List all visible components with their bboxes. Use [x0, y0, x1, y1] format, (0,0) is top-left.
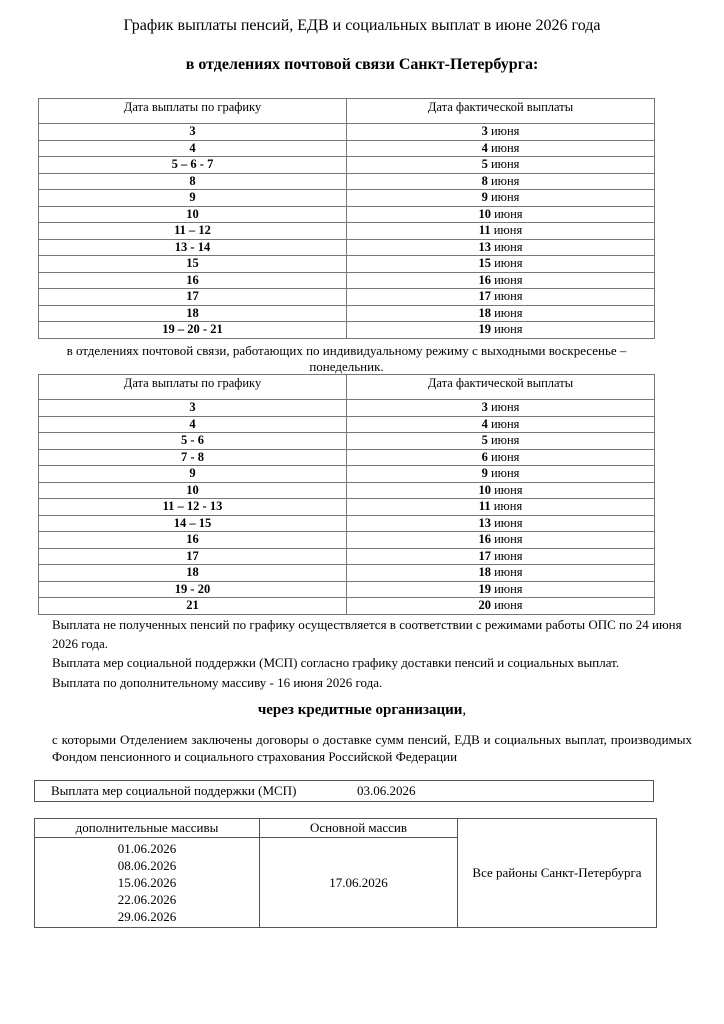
msp-date: 03.06.2026: [357, 783, 416, 798]
actual-date-cell: [347, 482, 655, 499]
additional-date: 08.06.2026: [117, 858, 177, 873]
additional-dates-cell: [35, 838, 260, 928]
actual-month: июня: [494, 272, 523, 287]
scheduled-date-cell: 17: [39, 289, 347, 306]
actual-month: июня: [493, 499, 523, 513]
scheduled-date-cell: 16: [39, 272, 347, 289]
actual-month: июня: [494, 515, 523, 530]
scheduled-date-cell: 14 – 15: [39, 515, 347, 532]
additional-date: 15.06.2026: [117, 875, 177, 890]
paragraph-msp: Выплата мер социальной поддержки (МСП) согласно графику доставки пенсий и социальных выплат.: [52, 655, 620, 670]
table-row: [39, 206, 655, 223]
actual-month: июня: [490, 416, 520, 431]
actual-date-cell: [347, 598, 655, 615]
actual-date-cell: [347, 581, 655, 598]
actual-month: июня: [494, 565, 523, 579]
actual-date-cell: [347, 466, 655, 483]
scheduled-date-cell: 10: [39, 482, 347, 499]
additional-date: 01.06.2026: [117, 841, 177, 856]
actual-date-cell: [347, 400, 655, 417]
actual-month: июня: [494, 256, 523, 270]
actual-date-cell: [347, 140, 655, 157]
actual-day: 3: [481, 400, 488, 414]
paragraph-additional-array: Выплата по дополнительному массиву - 16 июня 2026 года.: [52, 675, 383, 690]
table-row: [39, 548, 655, 565]
table-row: [39, 289, 655, 306]
actual-day: 18: [478, 565, 491, 579]
actual-date-cell: [347, 499, 655, 516]
individual-mode-note: в отделениях почтовой связи, работающих по индивидуальному режиму с выходными воскресенье – понедельник.: [66, 343, 627, 374]
actual-month: июня: [490, 157, 520, 171]
actual-month: июня: [490, 466, 520, 480]
schedule-table-main: [38, 98, 655, 339]
table-row: [39, 124, 655, 141]
actual-day: 6: [481, 449, 488, 464]
region-cell: Все районы Санкт-Петербурга: [458, 819, 657, 928]
actual-month: июня: [494, 581, 523, 596]
actual-date-cell: [347, 190, 655, 207]
table-row: [39, 532, 655, 549]
actual-date-cell: [347, 565, 655, 582]
actual-date-cell: [347, 515, 655, 532]
column-header-actual: Дата фактической выплаты: [347, 99, 655, 124]
page-subtitle: в отделениях почтовой связи Санкт-Петербурга:: [185, 56, 539, 73]
actual-month: июня: [490, 433, 520, 447]
table-row: [39, 433, 655, 450]
table-row: [39, 173, 655, 190]
table-row: [39, 565, 655, 582]
table-row: [39, 482, 655, 499]
credit-title-suffix: ,: [462, 702, 467, 718]
table-row: [39, 223, 655, 240]
scheduled-date-cell: 3: [39, 124, 347, 141]
schedule-table-individual: [38, 374, 655, 615]
schedule-table-individual-body: [39, 400, 655, 615]
actual-day: 10: [478, 206, 491, 221]
actual-day: 4: [481, 140, 488, 155]
table-row: [39, 400, 655, 417]
scheduled-date-cell: 19 – 20 - 21: [39, 322, 347, 339]
actual-date-cell: [347, 173, 655, 190]
actual-day: 4: [481, 416, 488, 431]
scheduled-date-cell: 5 - 6: [39, 433, 347, 450]
actual-date-cell: [347, 157, 655, 174]
actual-month: июня: [490, 124, 520, 138]
additional-date: 29.06.2026: [117, 909, 177, 924]
msp-label: Выплата мер социальной поддержки (МСП): [51, 783, 297, 798]
actual-day: 11: [478, 223, 491, 237]
table-row: [39, 272, 655, 289]
table-row: [39, 499, 655, 516]
actual-date-cell: [347, 124, 655, 141]
actual-date-cell: [347, 322, 655, 339]
column-header-scheduled: Дата выплаты по графику: [39, 99, 347, 124]
scheduled-date-cell: 11 – 12 - 13: [39, 499, 347, 516]
actual-month: июня: [490, 190, 520, 204]
scheduled-date-cell: 9: [39, 190, 347, 207]
actual-day: 13: [478, 515, 491, 530]
scheduled-date-cell: 18: [39, 565, 347, 582]
actual-day: 20: [478, 598, 491, 612]
actual-date-cell: [347, 223, 655, 240]
actual-day: 9: [481, 466, 488, 480]
actual-day: 15: [478, 256, 491, 270]
scheduled-date-cell: 9: [39, 466, 347, 483]
actual-month: июня: [490, 449, 520, 464]
scheduled-date-cell: 15: [39, 256, 347, 273]
column-header-scheduled: Дата выплаты по графику: [39, 375, 347, 400]
actual-day: 13: [478, 239, 491, 254]
actual-day: 8: [481, 173, 488, 188]
actual-month: июня: [494, 289, 523, 303]
actual-month: июня: [494, 322, 523, 336]
scheduled-date-cell: 11 – 12: [39, 223, 347, 240]
actual-date-cell: [347, 272, 655, 289]
actual-date-cell: [347, 532, 655, 549]
actual-month: июня: [490, 140, 520, 155]
actual-day: 10: [478, 482, 491, 497]
column-header-actual: Дата фактической выплаты: [347, 375, 655, 400]
table-row: [39, 256, 655, 273]
actual-month: июня: [490, 400, 520, 414]
main-date-cell: 17.06.2026: [260, 838, 458, 928]
column-header-additional: дополнительные массивы: [35, 819, 260, 838]
scheduled-date-cell: 16: [39, 532, 347, 549]
table-row: [39, 598, 655, 615]
table-row: [39, 466, 655, 483]
actual-day: 3: [481, 124, 488, 138]
actual-month: июня: [494, 305, 523, 320]
scheduled-date-cell: 10: [39, 206, 347, 223]
table-row: [39, 140, 655, 157]
scheduled-date-cell: 4: [39, 140, 347, 157]
scheduled-date-cell: 4: [39, 416, 347, 433]
column-header-main: Основной массив: [260, 819, 458, 838]
scheduled-date-cell: 19 - 20: [39, 581, 347, 598]
msp-payment-box: [34, 780, 654, 802]
actual-date-cell: [347, 433, 655, 450]
actual-date-cell: [347, 239, 655, 256]
massiv-table: [34, 818, 657, 928]
actual-day: 5: [481, 157, 488, 171]
actual-month: июня: [490, 173, 520, 188]
actual-month: июня: [494, 206, 523, 221]
actual-date-cell: [347, 416, 655, 433]
scheduled-date-cell: 21: [39, 598, 347, 615]
table-row: [39, 449, 655, 466]
scheduled-date-cell: 13 - 14: [39, 239, 347, 256]
actual-day: 18: [478, 305, 491, 320]
additional-date: 22.06.2026: [117, 892, 177, 907]
schedule-table-main-body: [39, 124, 655, 339]
actual-date-cell: [347, 289, 655, 306]
actual-month: июня: [494, 532, 523, 546]
actual-month: июня: [493, 223, 523, 237]
credit-title-bold: через кредитные организации: [257, 702, 463, 718]
table-row: [39, 416, 655, 433]
credit-section-title: [0, 702, 724, 719]
scheduled-date-cell: 3: [39, 400, 347, 417]
table-row: [39, 157, 655, 174]
actual-date-cell: [347, 206, 655, 223]
scheduled-date-cell: 8: [39, 173, 347, 190]
actual-day: 5: [481, 433, 488, 447]
actual-day: 17: [478, 289, 491, 303]
scheduled-date-cell: 5 – 6 - 7: [39, 157, 347, 174]
table-row: [39, 581, 655, 598]
actual-month: июня: [494, 598, 523, 612]
actual-day: 16: [478, 532, 491, 546]
actual-day: 19: [478, 322, 491, 336]
table-row: [39, 322, 655, 339]
actual-day: 11: [478, 499, 491, 513]
scheduled-date-cell: 18: [39, 305, 347, 322]
actual-date-cell: [347, 449, 655, 466]
actual-day: 9: [481, 190, 488, 204]
table-row: [39, 239, 655, 256]
actual-day: 16: [478, 272, 491, 287]
actual-month: июня: [494, 482, 523, 497]
page-title: График выплаты пенсий, ЕДВ и социальных выплат в июне 2026 года: [123, 17, 601, 34]
scheduled-date-cell: 17: [39, 548, 347, 565]
credit-section-text: с которыми Отделением заключены договоры о доставке сумм пенсий, ЕДВ и социальных выплат, производимых Фондом пенсионного и социального страхования Российской Федерации: [52, 732, 692, 764]
actual-month: июня: [494, 548, 523, 563]
table-row: [39, 515, 655, 532]
table-row: [39, 305, 655, 322]
table-row: [39, 190, 655, 207]
actual-date-cell: [347, 548, 655, 565]
actual-day: 19: [478, 581, 491, 596]
actual-month: июня: [494, 239, 523, 254]
actual-day: 17: [478, 548, 491, 563]
actual-date-cell: [347, 256, 655, 273]
scheduled-date-cell: 7 - 8: [39, 449, 347, 466]
actual-date-cell: [347, 305, 655, 322]
paragraph-unpaid-pensions: Выплата не полученных пенсий по графику осуществляется в соответствии с режимами работы ОПС по 24 июня 2026 года.: [52, 617, 682, 651]
